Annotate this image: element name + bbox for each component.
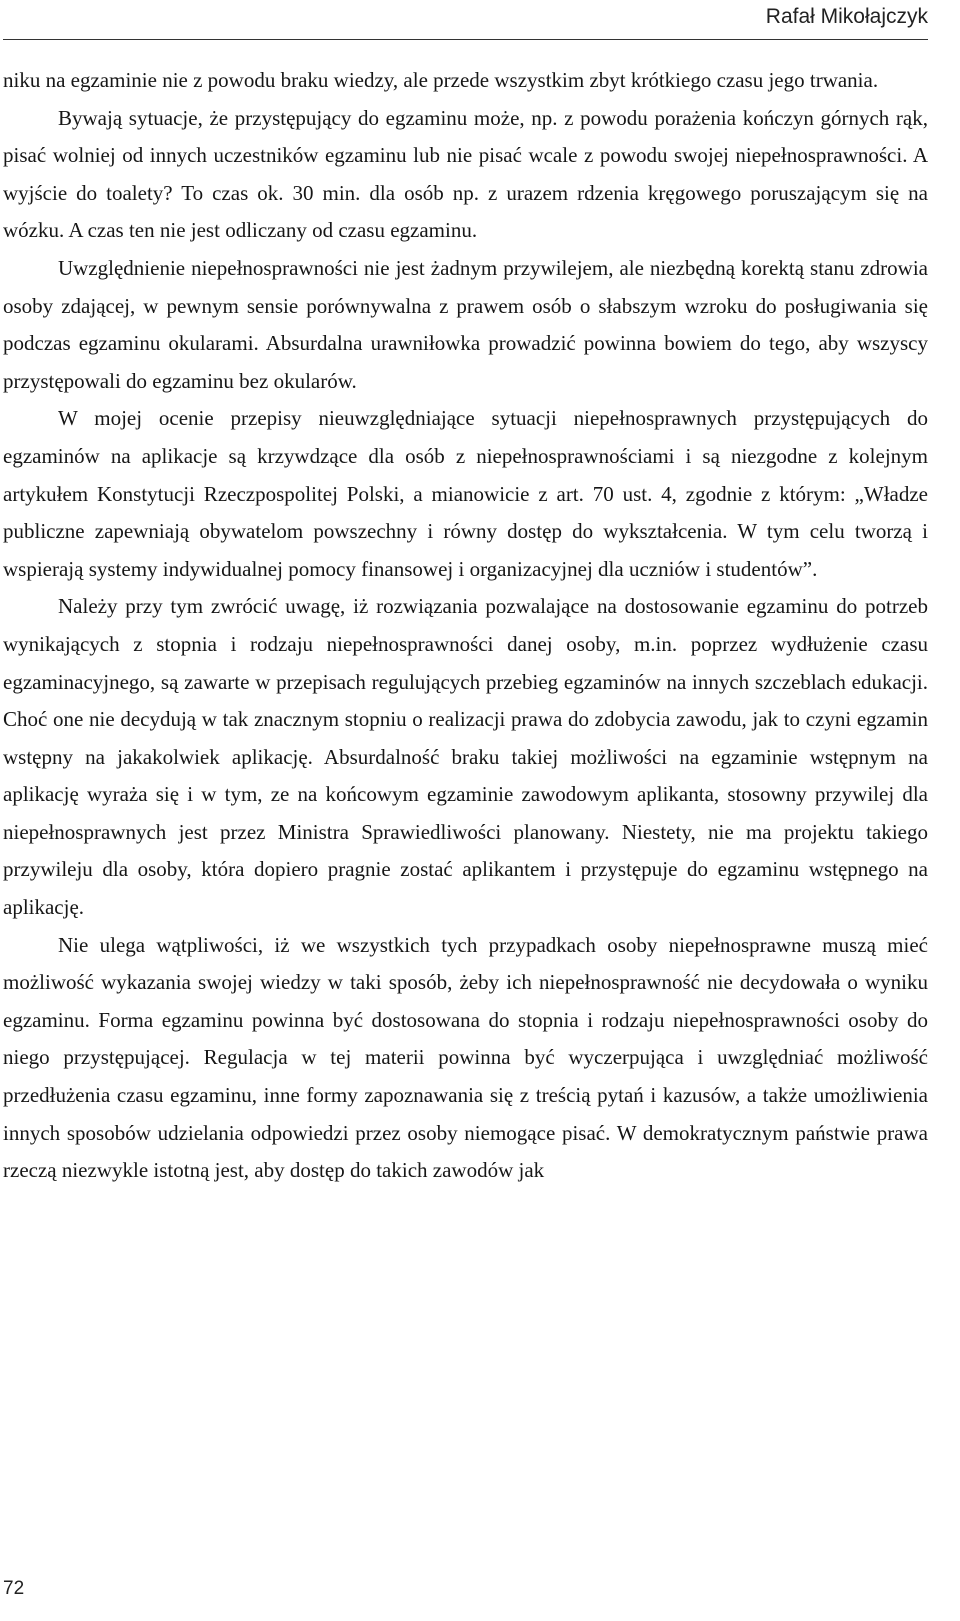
paragraph-continuation: niku na egzaminie nie z powodu braku wiedzy, ale przede wszystkim zbyt krótkiego czasu jego trwania. xyxy=(3,68,879,92)
header-rule xyxy=(3,39,928,40)
page-number: 72 xyxy=(3,1578,25,1599)
paragraph: W mojej ocenie przepisy nieuwzględniające sytuacji niepełnosprawnych przystępujących do egzaminów na aplikacje są krzywdzące dla osób z niepełnosprawnościami i są niezgodne z kolejnym artykułem Konstytucji Rzeczpospolitej Polski, a mianowicie z art. 70 ust. 4, zgodnie z którym: „Władze publiczne zapewniają obywatelom powszechny i równy dostęp do wykształcenia. W tym celu tworzą i wspierają systemy indywidualnej pomocy finansowej i organizacyjnej dla uczniów i studentów”. xyxy=(3,406,928,581)
page-body xyxy=(3,62,928,1190)
paragraph: Nie ulega wątpliwości, iż we wszystkich tych przypadkach osoby niepełnosprawne muszą mieć możliwość wykazania swojej wiedzy w taki sposób, żeby ich niepełnosprawność nie decydowała o wyniku egzaminu. Forma egzaminu powinna być dostosowana do stopnia i rodzaju niepełnosprawności osoby do niego przystępującej. Regulacja w tej materii powinna być wyczerpująca i uwzględniać możliwość przedłużenia czasu egzaminu, inne formy zapoznawania się z treścią pytań i kazusów, a także umożliwienia innych sposobów udzielania odpowiedzi przez osoby niemogące pisać. W demokratycznym państwie prawa rzeczą niezwykle istotną jest, aby dostęp do takich zawodów jak xyxy=(3,932,928,1183)
running-header-author: Rafał Mikołajczyk xyxy=(765,5,928,28)
paragraph: Bywają sytuacje, że przystępujący do egzaminu może, np. z powodu porażenia kończyn górnych rąk, pisać wolniej od innych uczestników egzaminu lub nie pisać wcale z powodu swojej niepełnosprawności. A wyjście do toalety? To czas ok. 30 min. dla osób np. z urazem rdzenia kręgowego poruszającym się na wózku. A czas ten nie jest odliczany od czasu egzaminu. xyxy=(3,105,928,243)
paragraph: Należy przy tym zwrócić uwagę, iż rozwiązania pozwalające na dostosowanie egzaminu do potrzeb wynikających z stopnia i rodzaju niepełnosprawności danej osoby, m.in. poprzez wydłużenie czasu egzaminacyjnego, są zawarte w przepisach regulujących przebieg egzaminów na innych szczeblach edukacji. Choć one nie decydują w tak znacznym stopniu o realizacji prawa do zdobycia zawodu, jak to czyni egzamin wstępny na jakakolwiek aplikację. Absurdalność braku takiej możliwości na egzaminie wstępnym na aplikację wyraża się i w tym, ze na końcowym egzaminie zawodowym aplikanta, stosowny przywilej dla niepełnosprawnych jest przez Ministra Sprawiedliwości planowany. Niestety, nie ma projektu takiego przywileju dla osoby, która dopiero pragnie zostać aplikantem i przystępuje do egzaminu wstępnego na aplikację. xyxy=(3,594,928,920)
paragraph: Uwzględnienie niepełnosprawności nie jest żadnym przywilejem, ale niezbędną korektą stanu zdrowia osoby zdającej, w pewnym sensie porównywalna z prawem osób o słabszym wzroku do posługiwania się podczas egzaminu okularami. Absurdalna urawniłowka prowadzić powinna bowiem do tego, aby wszyscy przystępowali do egzaminu bez okularów. xyxy=(3,255,928,393)
